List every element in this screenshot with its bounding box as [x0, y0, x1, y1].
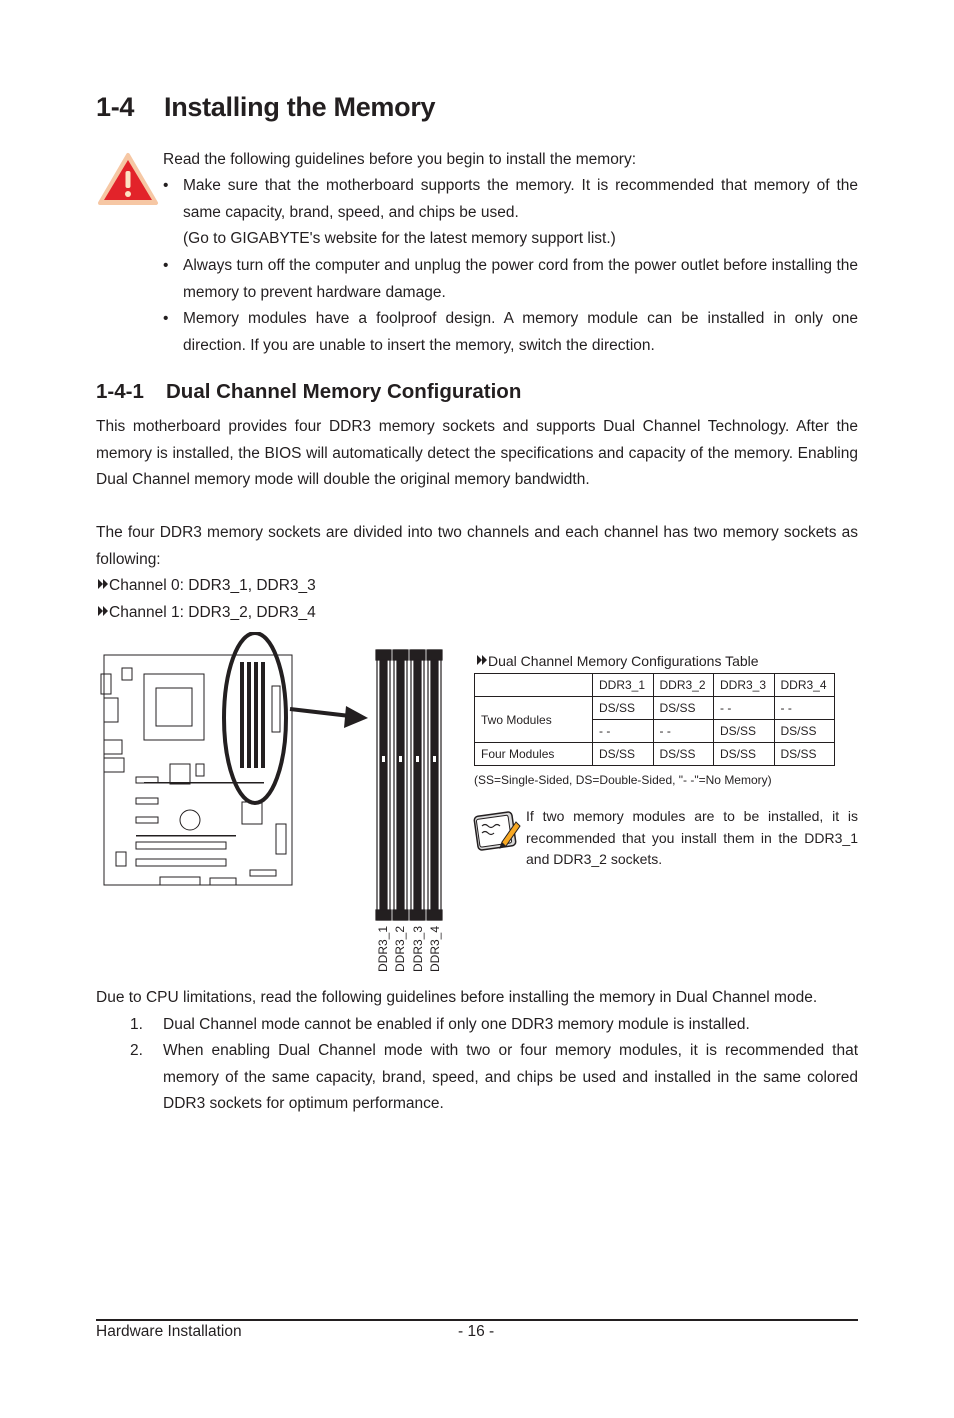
arrow-head-icon: [344, 706, 368, 728]
caution-item-1: Make sure that the motherboard supports the memory. It is recommended that memory of the same capacity, brand, speed, and chips be used.: [183, 177, 858, 221]
board-dimm-slots: [240, 662, 265, 768]
footer-rule: [96, 1319, 858, 1321]
cpu-note-intro: Due to CPU limitations, read the following guidelines before installing the memory in Dual Channel mode.: [96, 989, 818, 1006]
table-cell: DS/SS: [774, 720, 835, 743]
double-arrow-icon: [96, 605, 109, 617]
caution-intro: Read the following guidelines before you begin to install the memory:: [163, 151, 637, 168]
channel-1-line: [96, 600, 316, 627]
cpu-note-item-2: When enabling Dual Channel mode with two or four memory modules, it is recommended that memory of the same capacity, brand, speed, and chips be used and installed in the same colored DDR3 sockets for optimum performance.: [163, 1042, 858, 1112]
table-cell: DS/SS: [714, 743, 775, 766]
sockets-paragraph: The four DDR3 memory sockets are divided into two channels and each channel has two memory sockets as following:: [96, 524, 858, 568]
table-legend: (SS=Single-Sided, DS=Double-Sided, "- -"=No Memory): [474, 773, 772, 787]
double-arrow-icon: [96, 578, 109, 590]
channel-0-line: [96, 573, 316, 600]
subsection-title: [96, 380, 521, 404]
table-cell: - -: [653, 720, 714, 743]
table-header: DDR3_4: [774, 674, 835, 697]
dimm-socket-ddr3-3: [410, 650, 425, 920]
tip-text: If two memory modules are to be installed, it is recommended that you install them in the DDR3_1 and DDR3_2 sockets.: [526, 808, 858, 867]
dual-channel-paragraph: This motherboard provides four DDR3 memory sockets and supports Dual Channel Technology. After the memory is installed, the BIOS will automatically detect the specifications and capacity of the memory. Enabling Dual Channel memory mode will double the original memory bandwidth.: [96, 418, 858, 488]
table-cell: - -: [714, 697, 775, 720]
caution-item-2: Always turn off the computer and unplug the power cord from the power outlet before installing the memory to prevent hardware damage.: [183, 257, 858, 301]
socket-label-ddr3-3: DDR3_3: [411, 925, 425, 972]
warning-icon: [97, 152, 159, 206]
dimm-socket-ddr3-1: [376, 650, 391, 920]
list-number: 1.: [130, 1016, 143, 1033]
list-number: 2.: [130, 1042, 143, 1059]
dimm-socket-ddr3-2: [393, 650, 408, 920]
table-cell: DS/SS: [653, 743, 714, 766]
page-title: [96, 92, 435, 123]
table-row: [475, 743, 835, 766]
motherboard-diagram: [100, 632, 372, 890]
table-header: DDR3_1: [593, 674, 654, 697]
note-icon: [472, 808, 522, 854]
bullet: •: [163, 257, 169, 274]
section-title: Installing the Memory: [164, 92, 436, 122]
table-title: [475, 653, 759, 669]
section-number: 1-4: [96, 92, 135, 122]
bullet: •: [163, 310, 169, 327]
table-cell: DS/SS: [593, 697, 654, 720]
dimm-socket-ddr3-4: [427, 650, 442, 920]
table-row-label: Two Modules: [475, 697, 593, 743]
footer-section: Hardware Installation: [96, 1323, 242, 1340]
table-header-row: [475, 674, 835, 697]
bullet: •: [163, 177, 169, 194]
caution-item-3: Memory modules have a foolproof design. A memory module can be installed in only one direction. If you are unable to insert the memory, switch the direction.: [183, 310, 858, 354]
table-cell: DS/SS: [774, 743, 835, 766]
table-cell: DS/SS: [714, 720, 775, 743]
table-title-text: Dual Channel Memory Configurations Table: [488, 653, 759, 669]
table-row-label: Four Modules: [475, 743, 593, 766]
table-cell: DS/SS: [593, 743, 654, 766]
table-header: DDR3_3: [714, 674, 775, 697]
table-cell: DS/SS: [653, 697, 714, 720]
caution-note: (Go to GIGABYTE's website for the latest memory support list.): [183, 230, 616, 247]
channel-0: Channel 0: DDR3_1, DDR3_3: [109, 577, 316, 594]
cpu-note-item-1: Dual Channel mode cannot be enabled if only one DDR3 memory module is installed.: [163, 1016, 750, 1033]
table-row: [475, 697, 835, 720]
dimm-sockets-enlarged: [374, 648, 446, 924]
double-arrow-icon: [475, 654, 488, 666]
table-header: DDR3_2: [653, 674, 714, 697]
socket-label-ddr3-2: DDR3_2: [393, 925, 407, 972]
socket-label-ddr3-4: DDR3_4: [428, 925, 442, 972]
socket-label-ddr3-1: DDR3_1: [376, 925, 390, 972]
page-number: - 16 -: [458, 1323, 495, 1340]
table-cell: [475, 674, 593, 697]
config-table: [474, 673, 835, 766]
table-cell: - -: [593, 720, 654, 743]
channel-1: Channel 1: DDR3_2, DDR3_4: [109, 604, 316, 621]
pointer-line: [290, 709, 350, 716]
subsection-number: 1-4-1: [96, 380, 144, 403]
subsection-title-text: Dual Channel Memory Configuration: [166, 380, 522, 403]
cpu-socket-outline: [144, 674, 204, 740]
table-cell: - -: [774, 697, 835, 720]
